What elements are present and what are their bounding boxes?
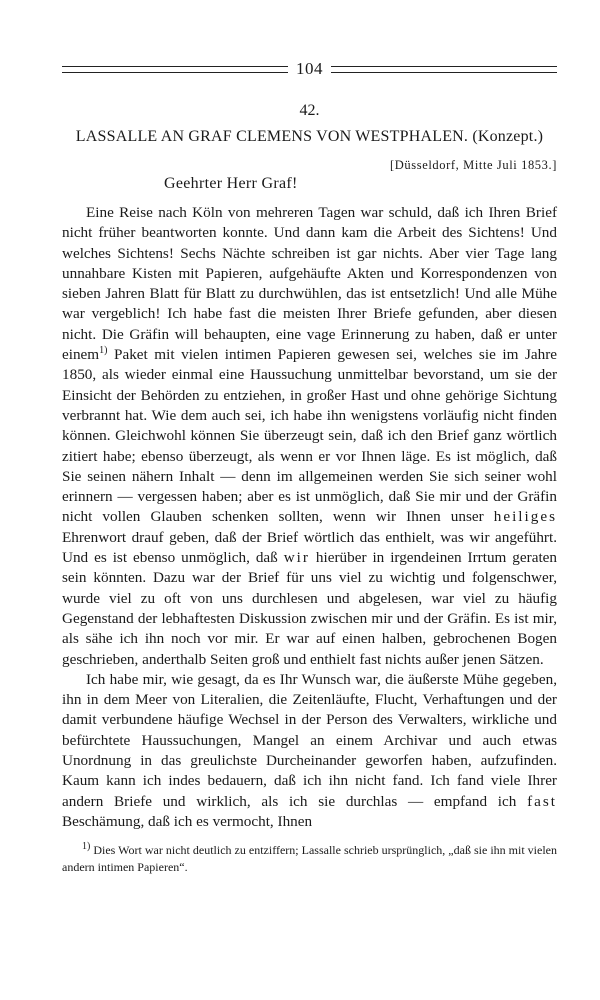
emphasized-word: wir bbox=[283, 549, 310, 567]
dateline: [Düsseldorf, Mitte Juli 1853.] bbox=[390, 158, 557, 172]
document-title: LASSALLE AN GRAF CLEMENS VON WESTPHALEN. (Konzept.) bbox=[75, 128, 544, 145]
footnote-reference: 1) bbox=[99, 345, 108, 357]
text-run: Eine Reise nach Köln von mehreren Tagen war schuld, daß ich Ihren Brief nicht früher beantworten konnte. Und dann kam die Arbeit des Sichtens! Und welches Sichtens! Sechs Nächte schreiben ist gar nichts. Aber vier Tage lang unnahbare Kisten mit Papieren, aufgehäufte Akten und Korrespondenzen von sieben Jahren Blatt für Blatt zu durchwühlen, das ist entsetzlich! Und alle Mühe war vergeblich! Ich habe fast die meisten Ihrer Briefe gefunden, aber diesen nicht. Die Gräfin will behaupten, eine vage Erinnerung zu haben, daß er unter einem bbox=[62, 204, 557, 364]
emphasized-word: fast bbox=[527, 792, 557, 810]
page-number: 104 bbox=[296, 59, 323, 78]
text-run: hierüber in irgendeinen Irrtum geraten sein könnten. Dazu war der Brief für uns viel zu wichtig und folgenschwer, wurde viel zu oft von uns durchlesen und abgelesen, war viel zu häufig Gegenstand der lebhaftesten Diskussion zwischen mir und der Gräfin. Es ist mir, als sähe ich ihn noch vor mir. Er war auf einen halben, gebrochenen Bogen geschrieben, anderthalb Seiten groß und enthielt fast nichts außer jenen Sätzen. bbox=[62, 549, 557, 668]
letter-body bbox=[62, 203, 557, 832]
paragraph-1 bbox=[62, 203, 557, 670]
document-number: 42. bbox=[299, 102, 320, 119]
page-header bbox=[62, 56, 557, 82]
document-page bbox=[62, 56, 557, 876]
emphasized-word: heiliges bbox=[493, 508, 557, 526]
header-rule-left bbox=[62, 66, 288, 73]
text-run: Paket mit vielen intimen Papieren gewesen sei, welches sie im Jahre 1850, als wieder einmal eine Haussuchung unmittelbar bevorstand, um sie der Einsicht der Behörden zu entziehen, in großer Hast und ohne gehörige Sichtung verbrannt hat. Wie dem auch sei, ich habe ihn wenigstens vorläufig nicht finden können. Gleichwohl können Sie überzeugt sein, daß ich den Brief ganz wörtlich zitiert habe; ebenso überzeugt, als wenn er vor Ihnen läge. Es ist möglich, daß Sie seinen nähern Inhalt — denn im allgemeinen werden Sie sich seiner wohl erinnern — vergessen haben; aber es ist unmöglich, daß Sie mir und der Gräfin nicht vollen Glauben schenken sollten, wenn wir Ihnen unser bbox=[62, 346, 557, 526]
paragraph-2 bbox=[62, 670, 557, 832]
text-run: Ehrenwort drauf geben, daß der Brief wörtlich das enthielt, was wir angeführt. Und es ist ebenso unmöglich, daß bbox=[62, 528, 557, 567]
footnote-mark: 1) bbox=[82, 841, 91, 853]
text-run: Ich habe mir, wie gesagt, da es Ihr Wunsch war, die äußerste Mühe gegeben, ihn in dem Meer von Literalien, die Zeitenläufte, Flucht, Verhaftungen und der damit verbundene häufige Wechsel in der Person des Verwalters, wirkliche und befürchtete Haussuchungen, Mangel an einem Archivar und auch etwas Unordnung in das greulichste Durcheinander geworfen haben, aufzufinden. Kaum kann ich indes bedauern, daß ich ihn nicht fand. Ich fand viele Ihrer andern Briefe und wirklich, als ich sie durchlas — empfand ich bbox=[62, 670, 557, 810]
text-run: Beschämung, daß ich es vermocht, Ihnen bbox=[62, 812, 313, 830]
footnote bbox=[62, 842, 557, 876]
salutation: Geehrter Herr Graf! bbox=[164, 175, 298, 192]
header-rule-right bbox=[331, 66, 557, 73]
footnote-text: Dies Wort war nicht deutlich zu entziffern; Lassalle schrieb ursprünglich, „daß sie ihn mit vielen andern intimen Papieren“. bbox=[62, 843, 557, 875]
